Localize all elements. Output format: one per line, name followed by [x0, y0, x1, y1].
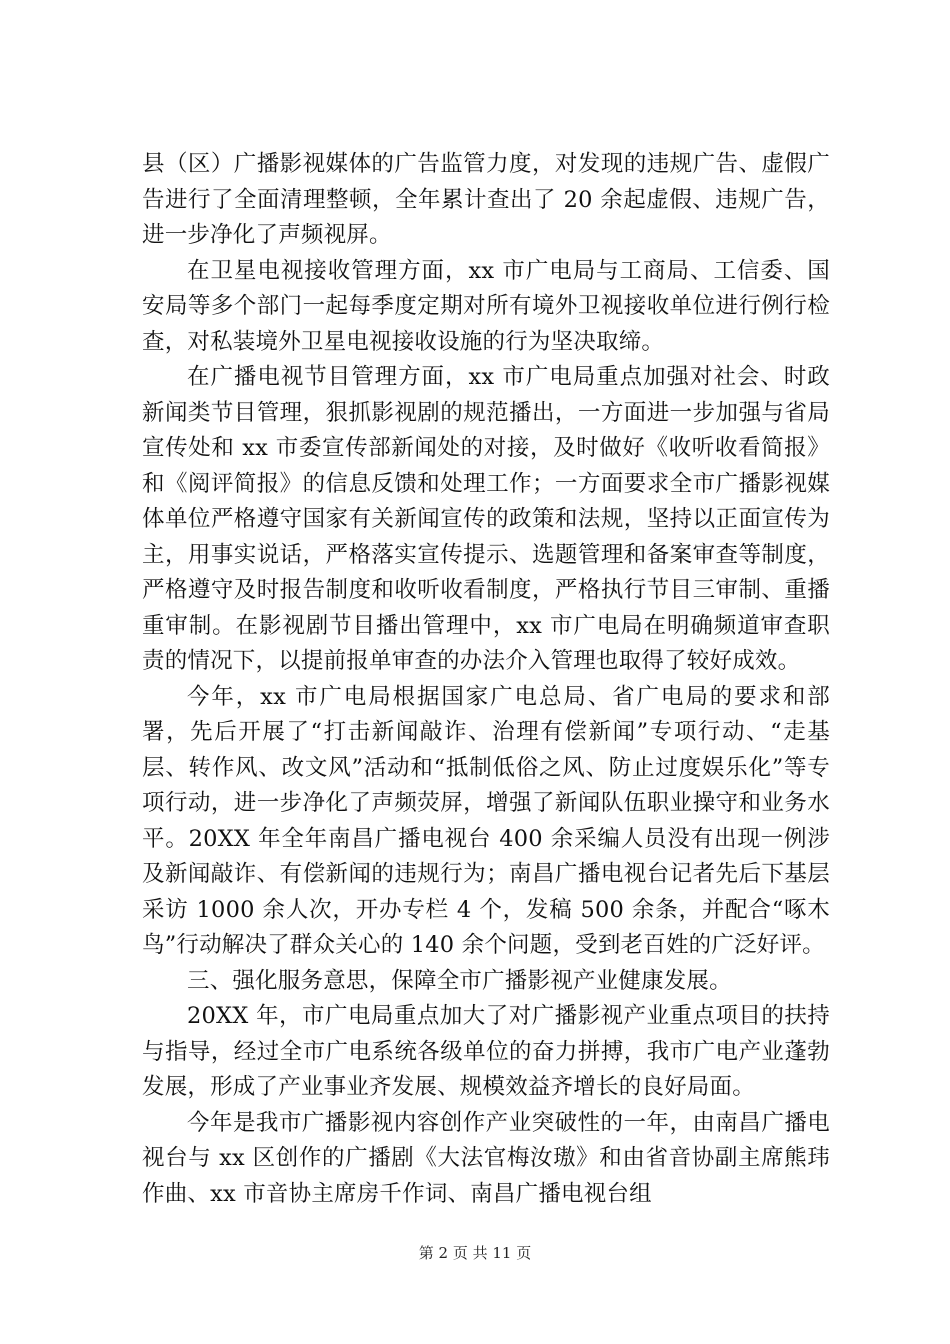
- section-heading-3: 三、强化服务意思，保障全市广播影视产业健康发展。: [187, 967, 732, 994]
- page-number-footer: 第 2 页 共 11 页: [418, 1244, 532, 1262]
- paragraph-6: 20XX 年，市广电局重点加大了对广播影视产业重点项目的扶持与指导，经过全市广电系统各级单位的奋力拼搏，我市广电产业蓬勃发展，形成了产业事业齐发展、规模效益齐增长的良好局面。: [142, 1003, 830, 1100]
- paragraph-2: 在卫星电视接收管理方面，xx 市广电局与工商局、工信委、国安局等多个部门一起每季度定期对所有境外卫视接收单位进行例行检查，对私装境外卫星电视接收设施的行为坚决取缔。: [142, 257, 830, 355]
- paragraph-3: 在广播电视节目管理方面，xx 市广电局重点加强对社会、时政新闻类节目管理，狠抓影视剧的规范播出，一方面进一步加强与省局宣传处和 xx 市委宣传部新闻处的对接，及时做好《收听收看简报》和《阅评简报》的信息反馈和处理工作；一方面要求全市广播影视媒体单位严格遵守国家有关新闻宣传的政策和法规，坚持以正面宣传为主，用事实说话，严格落实宣传提示、选题管理和备案审查等制度，严格遵守及时报告制度和收听收看制度，严格执行节目三审制、重播重审制。在影视剧节目播出管理中，xx 市广电局在明确频道审查职责的情况下，以提前报单审查的办法介入管理也取得了较好成效。: [142, 364, 830, 674]
- document-body: [142, 147, 830, 1212]
- paragraph-7: 今年是我市广播影视内容创作产业突破性的一年，由南昌广播电视台与 xx 区创作的广播剧《大法官梅汝璈》和由省音协副主席熊玮作曲、xx 市音协主席房千作词、南昌广播电视台组: [142, 1109, 830, 1207]
- paragraph-1: 县（区）广播影视媒体的广告监管力度，对发现的违规广告、虚假广告进行了全面清理整顿，全年累计查出了 20 余起虚假、违规广告，进一步净化了声频视屏。: [142, 151, 830, 248]
- paragraph-4: 今年，xx 市广电局根据国家广电总局、省广电局的要求和部署，先后开展了“打击新闻敲诈、治理有偿新闻”专项行动、“走基层、转作风、改文风”活动和“抵制低俗之风、防止过度娱乐化”等专项行动，进一步净化了声频荧屏，增强了新闻队伍职业操守和业务水平。20XX 年全年南昌广播电视台 400 余采编人员没有出现一例涉及新闻敲诈、有偿新闻的违规行为；南昌广播电视台记者先后下基层采访 1000 余人次，开办专栏 4 个，发稿 500 余条，并配合“啄木鸟”行动解决了群众关心的 140 余个问题，受到老百姓的广泛好评。: [142, 683, 830, 958]
